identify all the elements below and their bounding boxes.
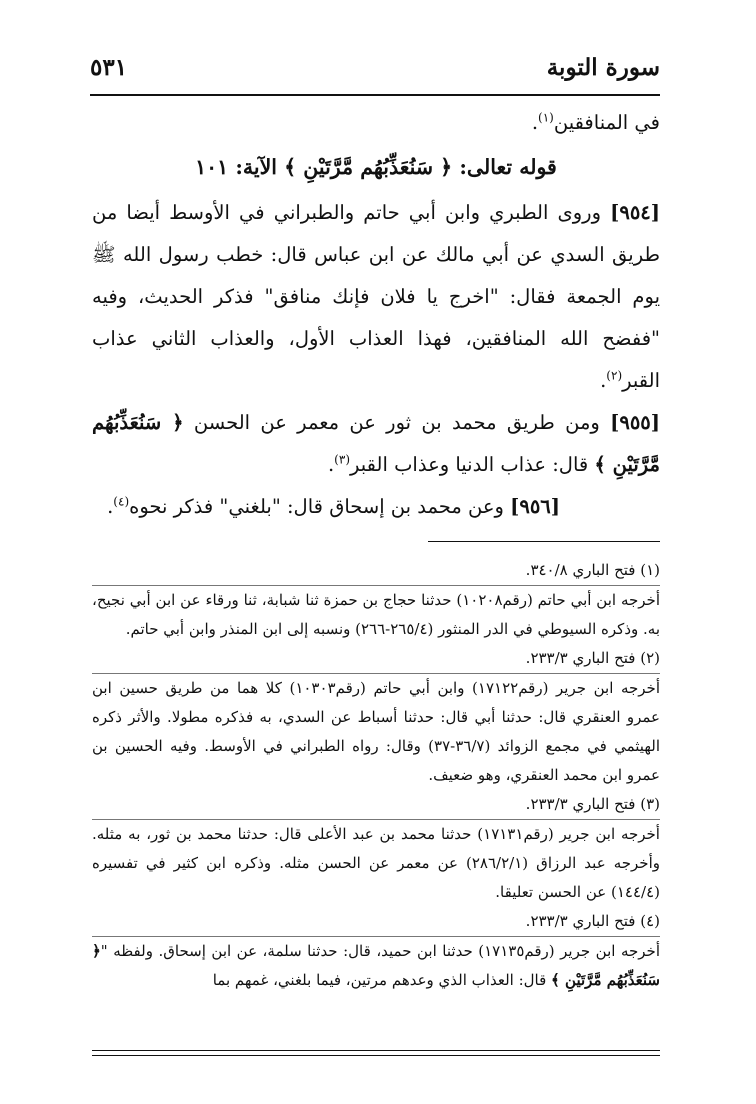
footnote-1-head: (١) فتح الباري ٣٤٠/٨. bbox=[92, 556, 660, 586]
footnote-4-text-a: أخرجه ابن جرير (رقم١٧١٣٥) حدثنا ابن حميد، قال: حدثنا سلمة، عن ابن إسحاق. ولفظه " bbox=[100, 942, 660, 960]
footnote-ref-3[interactable]: (٣) bbox=[334, 452, 350, 467]
footnote-3-body: أخرجه ابن جرير (رقم١٧١٣١) حدثنا محمد بن عبد الأعلى قال: حدثنا محمد بن ثور، به مثله. وأخرجه عبد الرزاق (٢٨٦/٢/١) عن معمر عن الحسن مثله. وذكره ابن كثير في تفسيره (١٤٤/٤) عن الحسن تعليقا. bbox=[92, 825, 660, 901]
heading-prefix: قوله تعالى: bbox=[452, 155, 557, 179]
surah-title: سورة التوبة bbox=[546, 54, 660, 81]
footnote-4-quran: ﴿ سَنُعَذِّبُهُم مَّرَّتَيْنِ ﴾ bbox=[92, 942, 660, 989]
entry-955-text: ومن طريق محمد بن ثور عن معمر عن الحسن bbox=[183, 411, 611, 434]
bottom-double-rule bbox=[92, 1050, 660, 1056]
opening-text: في المنافقين bbox=[553, 111, 660, 134]
footnote-2-body: أخرجه ابن جرير (رقم١٧١٢٢) وابن أبي حاتم (رقم١٠٣٠٣) كلا هما من طريق حسين ابن عمرو العنقري قال: حدثنا أبي قال: حدثنا أسباط عن السدي، به فذكره مطولا. والأثر ذكره الهيثمي في مجمع الزوائد (٣٦/٧-٣٧) وقال: رواه الطبراني في الأوسط. وفيه الحسين بن عمرو ابن محمد العنقري، وهو ضعيف. bbox=[92, 679, 660, 784]
footnote-separator bbox=[428, 541, 660, 542]
entry-955 bbox=[92, 402, 660, 486]
footnote-ref-4[interactable]: (٤) bbox=[113, 494, 130, 509]
entry-956-text: وعن محمد بن إسحاق قال: "بلغني" فذكر نحوه bbox=[129, 495, 511, 518]
entry-954-text: وروى الطبري وابن أبي حاتم والطبراني في الأوسط أيضا من طريق السدي عن أبي مالك عن ابن عباس قال: خطب رسول الله ﷺ يوم الجمعة فقال: "اخرج يا فلان فإنك منافق" فذكر الحديث، وفيه "ففضح الله المنافقين، فهذا العذاب الأول، والعذاب الثاني عذاب القبر bbox=[92, 201, 660, 392]
footnote-2-head: (٢) فتح الباري ٢٣٣/٣. bbox=[92, 644, 660, 674]
entry-954-end: . bbox=[600, 369, 607, 392]
heading-quran: ﴿ سَنُعَذِّبُهُم مَّرَّتَيْنِ ﴾ bbox=[284, 155, 453, 179]
page-header bbox=[90, 50, 660, 96]
footnote-3-head: (٣) فتح الباري ٢٣٣/٣. bbox=[92, 790, 660, 820]
entry-955-text2: قال: عذاب الدنيا وعذاب القبر bbox=[350, 453, 595, 476]
entry-956 bbox=[92, 486, 660, 528]
footnotes bbox=[92, 556, 660, 995]
footnote-ref-2[interactable]: (٢) bbox=[606, 368, 623, 383]
page-number: ٥٣١ bbox=[90, 54, 128, 81]
footnote-ref-1[interactable]: (١) bbox=[538, 110, 554, 125]
entry-number-954: [٩٥٤] bbox=[610, 201, 660, 224]
main-text bbox=[92, 102, 660, 528]
opening-line: في المنافقين$^{(١)}$. bbox=[531, 110, 660, 134]
entry-number-955: [٩٥٥] bbox=[610, 411, 660, 434]
entry-954 bbox=[92, 192, 660, 402]
section-heading bbox=[92, 146, 660, 188]
entry-956-end: . bbox=[107, 495, 114, 518]
entry-number-956: [٩٥٦] bbox=[510, 495, 560, 518]
heading-suffix: الآية: ١٠١ bbox=[195, 155, 285, 179]
entry-955-end: . bbox=[327, 453, 335, 476]
footnote-1-body: أخرجه ابن أبي حاتم (رقم١٠٢٠٨) حدثنا حجاج بن حمزة ثنا شبابة، ثنا ورقاء عن ابن أبي نجيح، به. وذكره السيوطي في الدر المنثور (٢٦٥/٤-٢٦٦) ونسبه إلى ابن المنذر وابن أبي حاتم. bbox=[92, 591, 660, 638]
footnote-4-head: (٤) فتح الباري ٢٣٣/٣. bbox=[92, 907, 660, 937]
entry-955-quran: ﴿ سَنُعَذِّبُهُم مَّرَّتَيْنِ ﴾ bbox=[92, 411, 660, 476]
footnote-4-text-b: قال: العذاب الذي وعدهم مرتين، فيما بلغني، غمهم بما bbox=[212, 971, 552, 989]
footnote-4-body bbox=[92, 937, 660, 995]
